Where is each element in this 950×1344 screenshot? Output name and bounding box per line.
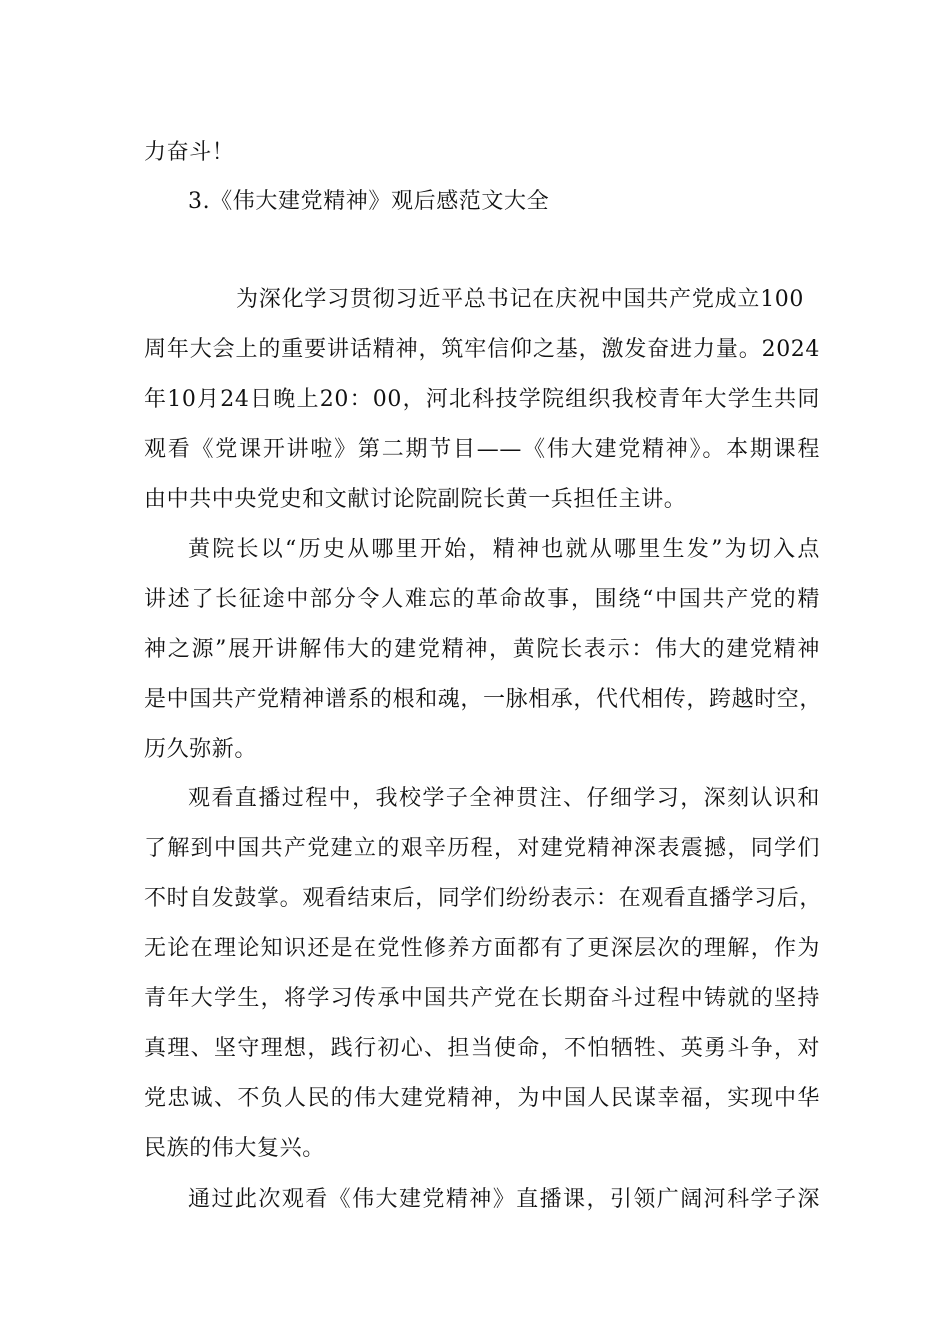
text-line: 是中国共产党精神谱系的根和魂，一脉相承，代代相传，跨越时空， — [144, 687, 823, 712]
text-line: 观看直播过程中，我校学子全神贯注、仔细学习，深刻认识和 — [188, 786, 820, 811]
text-line: 党忠诚、不负人民的伟大建党精神，为中国人民谋幸福，实现中华 — [144, 1086, 820, 1111]
text-line: 黄院长以“历史从哪里开始，精神也就从哪里生发”为切入点 — [188, 537, 820, 562]
section-heading: 3.《伟大建党精神》观后感范文大全 — [188, 189, 550, 214]
text-line: 讲述了长征途中部分令人难忘的革命故事，围绕“中国共产党的精 — [144, 587, 820, 612]
text-line: 民族的伟大复兴。 — [144, 1136, 325, 1161]
text-line: 无论在理论知识还是在党性修养方面都有了更深层次的理解，作为 — [144, 936, 820, 961]
text-line: 了解到中国共产党建立的艰辛历程，对建党精神深表震撼，同学们 — [144, 836, 820, 861]
text-line: 通过此次观看《伟大建党精神》直播课，引领广阔河科学子深 — [188, 1187, 820, 1212]
text-line: 神之源”展开讲解伟大的建党精神，黄院长表示：伟大的建党精神 — [144, 637, 820, 662]
text-line: 由中共中央党史和文献讨论院副院长黄一兵担任主讲。 — [144, 487, 687, 512]
text-line: 历久弥新。 — [144, 737, 258, 762]
text-line: 不时自发鼓掌。观看结束后，同学们纷纷表示：在观看直播学习后， — [144, 886, 823, 911]
text-line: 青年大学生，将学习传承中国共产党在长期奋斗过程中铸就的坚持 — [144, 986, 820, 1011]
text-line: 真理、坚守理想，践行初心、担当使命，不怕牺牲、英勇斗争，对 — [144, 1036, 820, 1061]
text-line: 力奋斗！ — [144, 140, 235, 165]
text-line: 年10月24日晚上20：00，河北科技学院组织我校青年大学生共同 — [144, 387, 820, 412]
text-line: 为深化学习贯彻习近平总书记在庆祝中国共产党成立100 — [236, 287, 804, 312]
text-line: 周年大会上的重要讲话精神，筑牢信仰之基，激发奋进力量。2024 — [144, 337, 820, 362]
text-line: 观看《党课开讲啦》第二期节目——《伟大建党精神》。本期课程 — [144, 437, 820, 462]
